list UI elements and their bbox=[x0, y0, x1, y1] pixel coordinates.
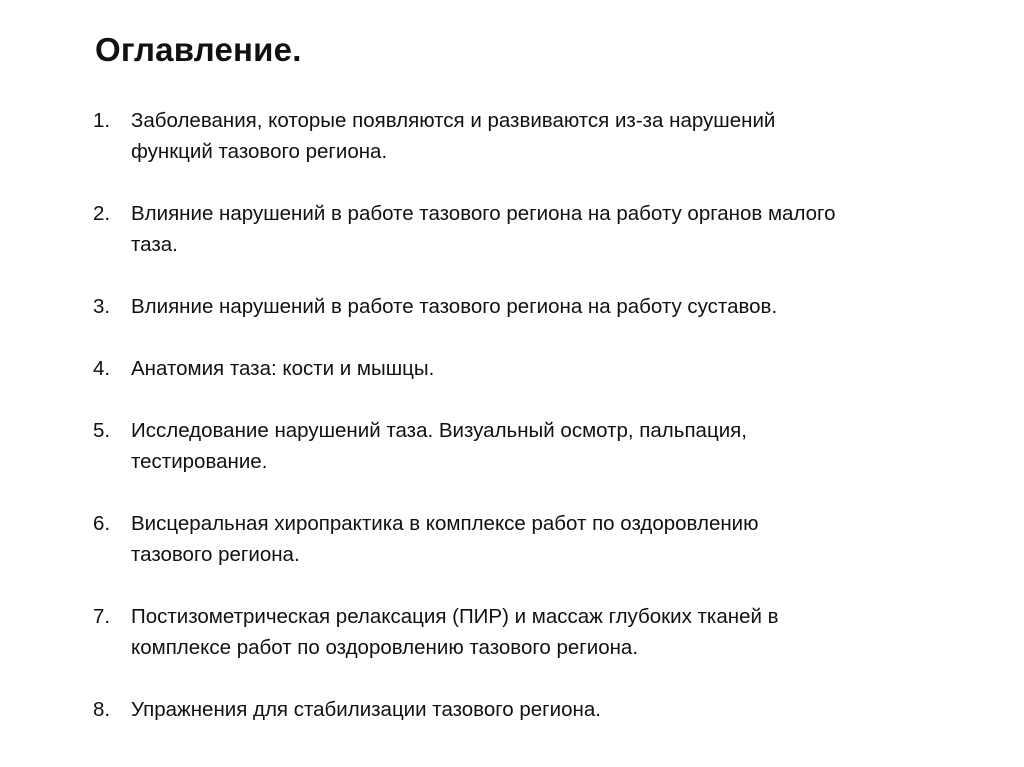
list-item bbox=[93, 415, 973, 477]
item-number: 8. bbox=[93, 698, 111, 721]
item-text: Заболевания, которые появляются и развиваются из-за нарушений bbox=[131, 109, 776, 132]
list-item bbox=[93, 694, 973, 725]
list-item bbox=[93, 601, 973, 663]
item-number: 2. bbox=[93, 202, 111, 225]
page-title: Оглавление. bbox=[95, 31, 302, 68]
list-item bbox=[93, 353, 973, 384]
item-text: Исследование нарушений таза. Визуальный осмотр, пальпация, bbox=[131, 419, 747, 442]
item-number: 1. bbox=[93, 109, 111, 132]
item-text: Влияние нарушений в работе тазового региона на работу органов малого bbox=[131, 202, 836, 225]
item-text: таза. bbox=[131, 233, 178, 256]
item-number: 6. bbox=[93, 512, 111, 535]
item-text: Влияние нарушений в работе тазового региона на работу суставов. bbox=[131, 295, 778, 318]
item-text: комплексе работ по оздоровлению тазового региона. bbox=[131, 636, 639, 659]
list-item bbox=[93, 198, 973, 260]
item-number: 3. bbox=[93, 295, 111, 318]
item-number: 5. bbox=[93, 419, 111, 442]
item-text: тазового региона. bbox=[131, 543, 300, 566]
list-item bbox=[93, 105, 973, 167]
item-number: 4. bbox=[93, 357, 111, 380]
item-text: Висцеральная хиропрактика в комплексе работ по оздоровлению bbox=[131, 512, 759, 535]
item-text: Упражнения для стабилизации тазового региона. bbox=[131, 698, 601, 721]
item-text: тестирование. bbox=[131, 450, 268, 473]
item-text: функций тазового региона. bbox=[131, 140, 388, 163]
list-item bbox=[93, 508, 973, 570]
table-of-contents bbox=[93, 105, 973, 756]
item-number: 7. bbox=[93, 605, 111, 628]
item-text: Постизометрическая релаксация (ПИР) и массаж глубоких тканей в bbox=[131, 605, 779, 628]
list-item bbox=[93, 291, 973, 322]
item-text: Анатомия таза: кости и мышцы. bbox=[131, 357, 435, 380]
